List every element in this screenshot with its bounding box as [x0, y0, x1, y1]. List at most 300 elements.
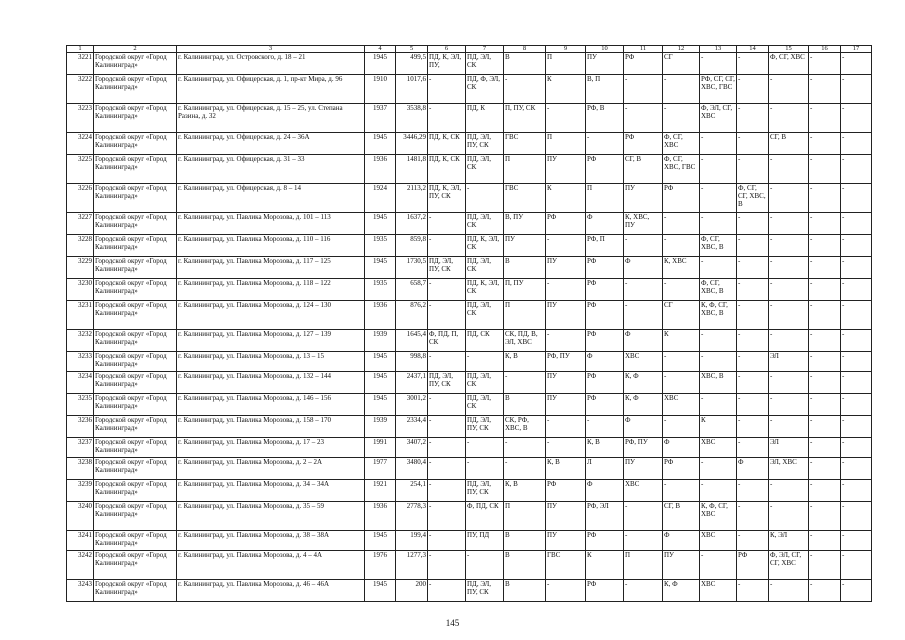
table-cell: К, Ф [663, 580, 700, 602]
table-cell: 3221 [67, 53, 94, 75]
table-cell: - [841, 438, 872, 458]
table-cell: ПУ [586, 53, 624, 75]
table-cell: - [809, 184, 841, 213]
table-row [67, 257, 872, 279]
table-cell: г. Калининград, ул. Офицерская, д. 24 – 36А [177, 133, 365, 155]
header-cell: 9 [546, 46, 586, 53]
table-row [67, 531, 872, 551]
table-cell: г. Калининград, ул. Островского, д. 18 – 21 [177, 53, 365, 75]
table-cell: - [769, 75, 809, 104]
table-cell: - [769, 104, 809, 133]
table-cell: ГВС [504, 133, 546, 155]
table-cell: ХВС [663, 394, 700, 416]
table-cell: - [769, 213, 809, 235]
header-cell: 4 [365, 46, 396, 53]
table-cell: - [737, 279, 769, 301]
table-body [67, 53, 872, 602]
table-cell: К, В [586, 438, 624, 458]
table-cell: г. Калининград, ул. Павлика Морозова, д. 101 – 113 [177, 213, 365, 235]
table-cell: - [769, 301, 809, 330]
table-cell: ПД, ЭЛ, ПУ, СК [466, 480, 504, 502]
table-cell: - [428, 551, 466, 580]
table-cell: - [700, 330, 737, 352]
table-cell: Ф, СГ, ХВС, ГВС [663, 155, 700, 184]
table-cell: 658,7 [396, 279, 428, 301]
table-cell: - [624, 531, 663, 551]
table-cell: - [737, 301, 769, 330]
table-cell: - [841, 155, 872, 184]
table-cell: - [841, 75, 872, 104]
table-cell: 3231 [67, 301, 94, 330]
table-cell: К, В [504, 480, 546, 502]
table-cell: 3230 [67, 279, 94, 301]
table-cell: К [700, 416, 737, 438]
table-cell: ПД, ЭЛ, СК [466, 213, 504, 235]
table-cell: 3224 [67, 133, 94, 155]
header-cell: 5 [396, 46, 428, 53]
table-cell: - [841, 279, 872, 301]
table-cell: - [809, 531, 841, 551]
table-cell: ЭЛ, ХВС [769, 458, 809, 480]
header-cell: 11 [624, 46, 663, 53]
table-cell: Ф, СГ, ХВС [769, 53, 809, 75]
table-row [67, 104, 872, 133]
table-row [67, 438, 872, 458]
table-cell: ПД, ЭЛ, ПУ, СК [428, 372, 466, 394]
table-cell: - [428, 213, 466, 235]
table-cell: - [841, 235, 872, 257]
header-cell: 14 [737, 46, 769, 53]
header-cell: 10 [586, 46, 624, 53]
table-cell: - [624, 502, 663, 531]
table-cell: В [504, 580, 546, 602]
table-cell: - [841, 301, 872, 330]
table-cell: - [737, 330, 769, 352]
table-cell: - [428, 352, 466, 372]
table-cell: - [624, 279, 663, 301]
table-cell: - [624, 580, 663, 602]
table-cell: РФ, В [586, 104, 624, 133]
table-cell: - [737, 75, 769, 104]
table-cell: 3001,2 [396, 394, 428, 416]
table-cell: г. Калининград, ул. Офицерская, д. 8 – 14 [177, 184, 365, 213]
table-row [67, 580, 872, 602]
table-cell: - [700, 458, 737, 480]
table-cell: К [586, 551, 624, 580]
table-cell: П [504, 502, 546, 531]
table-cell: 1937 [365, 104, 396, 133]
table-cell: ГВС [504, 184, 546, 213]
table-cell: 859,8 [396, 235, 428, 257]
table-row [67, 155, 872, 184]
table-cell: - [546, 438, 586, 458]
page-number: 145 [445, 618, 460, 628]
table-cell: г. Калининград, ул. Павлика Морозова, д. 124 – 130 [177, 301, 365, 330]
table-cell: ПД, К, СК [428, 155, 466, 184]
table-row [67, 53, 872, 75]
table-cell: Ф, ПД, П, СК [428, 330, 466, 352]
table-cell: П [546, 133, 586, 155]
table-cell: - [809, 458, 841, 480]
table-cell: 3237 [67, 438, 94, 458]
table-cell: Городской округ «Город Калининград» [94, 279, 177, 301]
table-cell: ХВС [700, 438, 737, 458]
table-cell: - [809, 133, 841, 155]
table-cell: - [700, 352, 737, 372]
table-cell: г. Калининград, ул. Павлика Морозова, д. 127 – 139 [177, 330, 365, 352]
table-cell: Городской округ «Город Калининград» [94, 531, 177, 551]
table-cell: РФ [586, 580, 624, 602]
table-cell: В, П [586, 75, 624, 104]
table-cell: - [809, 75, 841, 104]
table-cell: К, Ф [624, 394, 663, 416]
header-cell: 17 [841, 46, 872, 53]
header-cell: 15 [769, 46, 809, 53]
table-cell: 3538,8 [396, 104, 428, 133]
table-cell: 1945 [365, 531, 396, 551]
table-cell: - [809, 372, 841, 394]
table-cell: - [769, 416, 809, 438]
table-cell: 1910 [365, 75, 396, 104]
table-cell: РФ [586, 279, 624, 301]
table-cell: Ф [586, 352, 624, 372]
table-cell: - [546, 235, 586, 257]
table-cell: Городской округ «Город Калининград» [94, 235, 177, 257]
table-cell: - [809, 104, 841, 133]
table-cell: - [809, 394, 841, 416]
table-cell: ПУ [546, 257, 586, 279]
table-cell: - [624, 235, 663, 257]
table-cell: - [466, 184, 504, 213]
table-cell: 1991 [365, 438, 396, 458]
table-cell: РФ, П [586, 235, 624, 257]
table-cell: - [809, 235, 841, 257]
table-cell: ХВС [624, 480, 663, 502]
table-cell: 3225 [67, 155, 94, 184]
table-cell: П, ПУ, СК [504, 104, 546, 133]
table-cell: 998,8 [396, 352, 428, 372]
table-cell: ПУ [663, 551, 700, 580]
table-cell: г. Калининград, ул. Павлика Морозова, д. 34 – 34А [177, 480, 365, 502]
table-cell: 1637,2 [396, 213, 428, 235]
table-cell: - [809, 580, 841, 602]
table-cell: Городской округ «Город Калининград» [94, 458, 177, 480]
table-cell: г. Калининград, ул. Павлика Морозова, д. 17 – 23 [177, 438, 365, 458]
table-cell: ПД, ЭЛ, СК [466, 257, 504, 279]
table-cell: - [841, 133, 872, 155]
table-cell: СГ [663, 301, 700, 330]
table-row [67, 394, 872, 416]
table-cell: - [624, 75, 663, 104]
table-cell: В [504, 257, 546, 279]
table-cell: - [841, 330, 872, 352]
table-cell: г. Калининград, ул. Павлика Морозова, д. 110 – 116 [177, 235, 365, 257]
table-cell: - [769, 480, 809, 502]
table-cell: - [737, 352, 769, 372]
table-cell: Ф [663, 438, 700, 458]
table-cell: - [769, 235, 809, 257]
table-cell: ПД, ЭЛ, СК [466, 53, 504, 75]
table-cell: - [504, 75, 546, 104]
table-cell: В [504, 531, 546, 551]
table-cell: 499,5 [396, 53, 428, 75]
table-cell: ПУ [504, 235, 546, 257]
table-cell: - [737, 133, 769, 155]
table-cell: ПД, ЭЛ, ПУ, СК [428, 257, 466, 279]
table-cell: РФ [586, 372, 624, 394]
table-cell: Городской округ «Город Калининград» [94, 133, 177, 155]
table-cell: - [841, 531, 872, 551]
table-cell: 1977 [365, 458, 396, 480]
table-cell: г. Калининград, ул. Офицерская, д. 1, пр-кт Мира, д. 96 [177, 75, 365, 104]
table-cell: - [663, 213, 700, 235]
table-cell: - [546, 580, 586, 602]
table-cell: - [428, 438, 466, 458]
table-cell: - [737, 257, 769, 279]
header-cell: 12 [663, 46, 700, 53]
table-cell: - [737, 213, 769, 235]
table-cell: РФ [586, 301, 624, 330]
table-cell: РФ, СГ, СГ, ХВС, ГВС [700, 75, 737, 104]
table-cell: - [737, 104, 769, 133]
table-cell: 3480,4 [396, 458, 428, 480]
table-cell: К, Ф, СГ, ХВС, В [700, 301, 737, 330]
header-cell: 6 [428, 46, 466, 53]
table-cell: 3240 [67, 502, 94, 531]
table-cell: 1924 [365, 184, 396, 213]
table-cell: ХВС [624, 352, 663, 372]
table-row [67, 330, 872, 352]
table-cell: г. Калининград, ул. Павлика Морозова, д. 38 – 38А [177, 531, 365, 551]
table-cell: 1939 [365, 330, 396, 352]
table-cell: 1939 [365, 416, 396, 438]
table-cell: г. Калининград, ул. Павлика Морозова, д. 35 – 59 [177, 502, 365, 531]
table-cell: ПД, ЭЛ, СК [466, 301, 504, 330]
table-cell: - [663, 480, 700, 502]
table-cell: ПУ [624, 458, 663, 480]
table-cell: - [428, 75, 466, 104]
table-cell: 254,1 [396, 480, 428, 502]
table-cell: ЭЛ [769, 352, 809, 372]
table-cell: ПУ [546, 502, 586, 531]
table-cell: - [624, 104, 663, 133]
table-cell: К, В [504, 352, 546, 372]
table-cell: Ф [586, 480, 624, 502]
table-cell: ПД, ЭЛ, СК [466, 394, 504, 416]
table-cell: 3241 [67, 531, 94, 551]
table-cell: - [841, 213, 872, 235]
table-cell: - [841, 53, 872, 75]
table-cell: ЭЛ [769, 438, 809, 458]
table-cell: В, ПУ [504, 213, 546, 235]
table-cell: Ф [624, 416, 663, 438]
table-cell: ПД, Ф, ЭЛ, СК [466, 75, 504, 104]
table-cell: ПУ [546, 531, 586, 551]
table-cell: - [624, 301, 663, 330]
table-cell: - [809, 438, 841, 458]
table-cell: В [504, 394, 546, 416]
table-cell: 2334,4 [396, 416, 428, 438]
table-cell: - [428, 301, 466, 330]
table-cell: - [809, 257, 841, 279]
table-cell: РФ [586, 531, 624, 551]
table-cell: - [700, 480, 737, 502]
table-cell: 1936 [365, 155, 396, 184]
table-cell: - [841, 480, 872, 502]
table-cell: - [428, 458, 466, 480]
table-row [67, 551, 872, 580]
table-cell: 3446,29 [396, 133, 428, 155]
table-cell: - [769, 330, 809, 352]
table-cell: СГ, В [663, 502, 700, 531]
table-cell: - [428, 480, 466, 502]
table-cell: - [769, 372, 809, 394]
table-cell: В [504, 551, 546, 580]
table-cell: РФ [546, 213, 586, 235]
table-cell: Ф [624, 257, 663, 279]
table-cell: 876,2 [396, 301, 428, 330]
table-cell: - [737, 372, 769, 394]
table-cell: РФ [624, 53, 663, 75]
table-cell: Городской округ «Город Калининград» [94, 551, 177, 580]
table-cell: Ф, СГ, ХВС [663, 133, 700, 155]
table-cell: - [546, 279, 586, 301]
table-cell: К, В [546, 458, 586, 480]
table-cell: - [769, 502, 809, 531]
table-cell: Городской округ «Город Калининград» [94, 301, 177, 330]
table-row [67, 279, 872, 301]
table-cell: 3234 [67, 372, 94, 394]
table-row [67, 301, 872, 330]
table-cell: - [428, 531, 466, 551]
table-cell: ПД, ЭЛ, ПУ, СК [466, 133, 504, 155]
table-cell: К, Ф [624, 372, 663, 394]
table-cell: - [466, 438, 504, 458]
table-cell: - [841, 394, 872, 416]
table-cell: ПУ [624, 184, 663, 213]
table-cell: - [737, 438, 769, 458]
table-cell: Городской округ «Город Калининград» [94, 372, 177, 394]
table-cell: 3242 [67, 551, 94, 580]
table-cell: г. Калининград, ул. Павлика Морозова, д. 2 – 2А [177, 458, 365, 480]
table-cell: - [428, 416, 466, 438]
table-cell: 1017,6 [396, 75, 428, 104]
table-cell: Ф, СГ, СГ, ХВС, В [737, 184, 769, 213]
table-cell: 3227 [67, 213, 94, 235]
table-cell: ПД, К, ЭЛ, ПУ, СК [428, 184, 466, 213]
table-cell: - [700, 394, 737, 416]
table-cell: - [700, 213, 737, 235]
table-cell: Городской округ «Город Калининград» [94, 257, 177, 279]
table-cell: РФ, ЭЛ [586, 502, 624, 531]
table-cell: РФ [586, 257, 624, 279]
table-cell: - [841, 184, 872, 213]
table-cell: - [428, 235, 466, 257]
table-cell: Л [586, 458, 624, 480]
table-cell: - [809, 155, 841, 184]
table-cell: П [586, 184, 624, 213]
table-cell: - [663, 279, 700, 301]
table-cell: СК, РФ, ХВС, В [504, 416, 546, 438]
table-cell: Ф [624, 330, 663, 352]
table-cell: 1277,3 [396, 551, 428, 580]
table-cell: - [809, 213, 841, 235]
table-cell: - [700, 53, 737, 75]
table-cell: Городской округ «Город Калининград» [94, 480, 177, 502]
table-cell: ПУ, ПД [466, 531, 504, 551]
table-cell: К, ХВС [663, 257, 700, 279]
table-cell: РФ [624, 133, 663, 155]
table-cell: РФ, ПУ [624, 438, 663, 458]
table-cell: 1935 [365, 235, 396, 257]
table-cell: г. Калининград, ул. Павлика Морозова, д. 158 – 170 [177, 416, 365, 438]
table-cell: г. Калининград, ул. Офицерская, д. 31 – 33 [177, 155, 365, 184]
table-cell: - [809, 301, 841, 330]
table-cell: Городской округ «Город Калининград» [94, 155, 177, 184]
table-cell: - [700, 257, 737, 279]
table-cell: 1945 [365, 372, 396, 394]
table-cell: 2778,3 [396, 502, 428, 531]
table-cell: - [700, 184, 737, 213]
table-cell: - [841, 580, 872, 602]
table-cell: 1936 [365, 301, 396, 330]
table-cell: ПД, ЭЛ, СК [466, 372, 504, 394]
table-cell: - [809, 53, 841, 75]
table-cell: ПУ [546, 155, 586, 184]
table-row [67, 75, 872, 104]
table-cell: П [504, 155, 546, 184]
table-cell: - [737, 580, 769, 602]
table-cell: г. Калининград, ул. Офицерская, д. 15 – 25, ул. Степана Разина, д. 32 [177, 104, 365, 133]
table-cell: Ф [586, 213, 624, 235]
table-cell: - [809, 330, 841, 352]
table-cell: К [546, 184, 586, 213]
table-cell: - [737, 394, 769, 416]
table-cell: 2113,2 [396, 184, 428, 213]
table-cell: РФ [663, 184, 700, 213]
table-cell: ПД, К, СК [428, 133, 466, 155]
table-cell: Ф, СГ, ХВС, В [700, 279, 737, 301]
table-cell: - [504, 458, 546, 480]
table-cell: 1976 [365, 551, 396, 580]
header-cell: 8 [504, 46, 546, 53]
table-cell: г. Калининград, ул. Павлика Морозова, д. 117 – 125 [177, 257, 365, 279]
table-cell: СГ, В [769, 133, 809, 155]
table-cell: 200 [396, 580, 428, 602]
table-cell: Городской округ «Город Калининград» [94, 213, 177, 235]
table-cell: СГ [663, 53, 700, 75]
table-cell: Городской округ «Город Калининград» [94, 184, 177, 213]
table-cell: - [841, 257, 872, 279]
table-cell: П [546, 53, 586, 75]
table-cell: - [769, 394, 809, 416]
table-cell: г. Калининград, ул. Павлика Морозова, д. 4 – 4А [177, 551, 365, 580]
table-cell: - [769, 184, 809, 213]
table-cell: - [841, 104, 872, 133]
table-cell: ПД, ЭЛ, СК [466, 155, 504, 184]
table-cell: Городской округ «Город Калининград» [94, 352, 177, 372]
table-cell: 1945 [365, 133, 396, 155]
table-cell: - [466, 551, 504, 580]
table-cell: - [769, 279, 809, 301]
table-cell: РФ [546, 480, 586, 502]
table-cell: ХВС [700, 531, 737, 551]
table-cell: - [663, 75, 700, 104]
header-cell: 2 [94, 46, 177, 53]
table-cell: ХВС, В [700, 372, 737, 394]
table-cell: 3236 [67, 416, 94, 438]
table-cell: 1945 [365, 352, 396, 372]
